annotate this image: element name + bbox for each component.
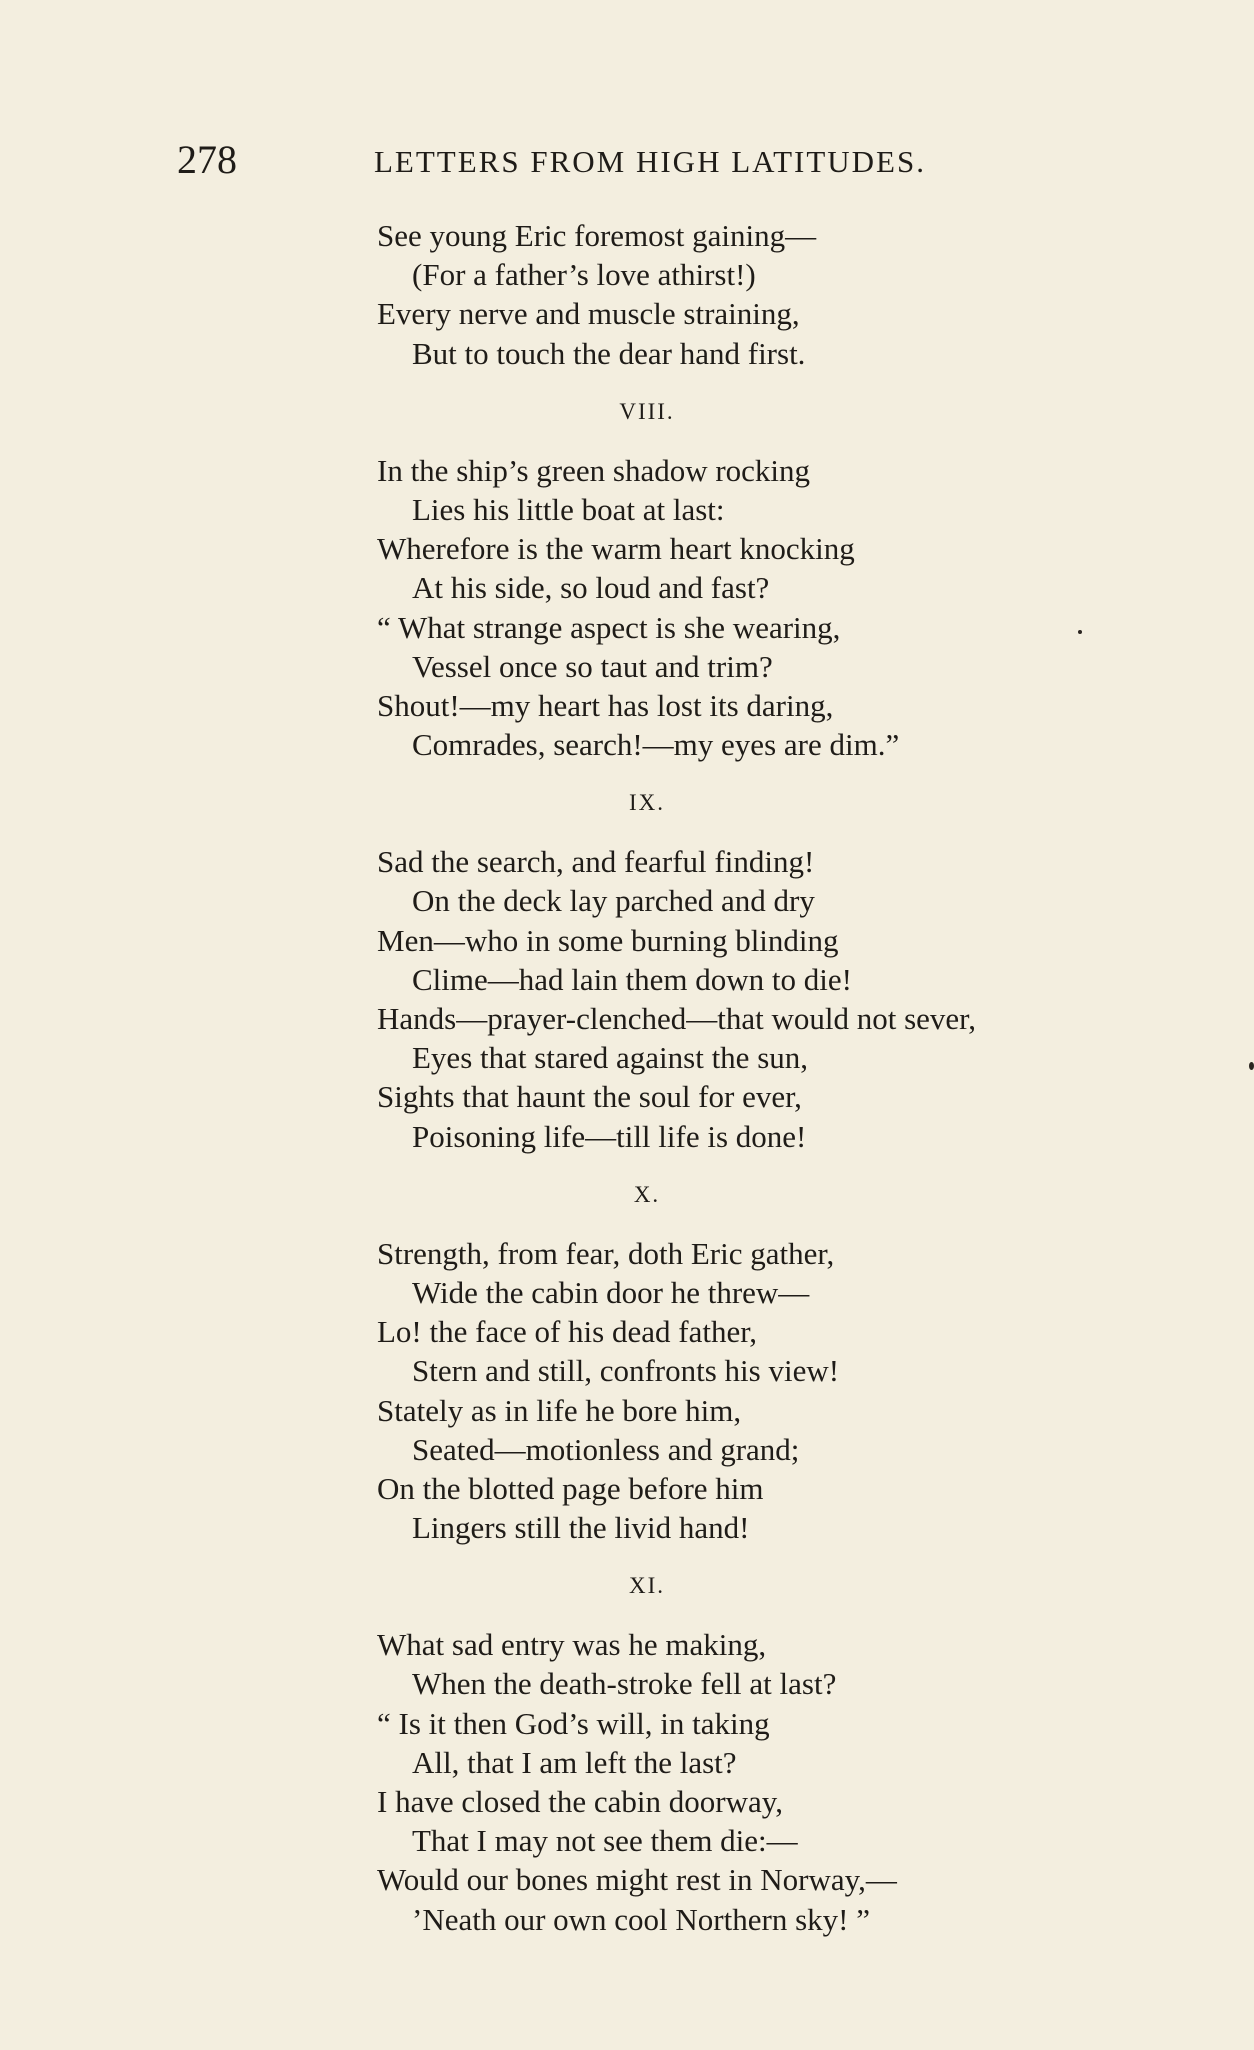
stanza-9 [377, 842, 1177, 1156]
verse-line: That I may not see them die:— [412, 1823, 798, 1859]
verse-line: Wide the cabin door he threw— [412, 1274, 810, 1310]
verse-line: Sights that haunt the soul for ever, [377, 1079, 802, 1115]
page-number: 278 [177, 137, 237, 182]
stanza-numeral: XI. [628, 1573, 666, 1599]
ink-speck [1249, 1062, 1254, 1070]
verse-line: At his side, so loud and fast? [412, 570, 770, 606]
verse-line: Lingers still the livid hand! [412, 1510, 750, 1546]
verse-line: Clime—had lain them down to die! [412, 961, 852, 997]
verse-line: Hands—prayer-clenched—that would not sever, [377, 1001, 976, 1036]
stanza-8 [377, 451, 1177, 765]
verse-line: Comrades, search!—my eyes are dim.” [412, 727, 900, 763]
verse-line: (For a father’s love athirst!) [412, 257, 756, 293]
verse-line: Would our bones might rest in Norway,— [377, 1862, 897, 1898]
stanza-10 [377, 1234, 1177, 1548]
poem-body [377, 216, 1177, 1939]
verse-line: Wherefore is the warm heart knocking [377, 531, 855, 567]
verse-line: On the deck lay parched and dry [412, 883, 815, 919]
verse-line: Men—who in some burning blinding [377, 922, 839, 958]
verse-line: Lo! the face of his dead father, [377, 1314, 758, 1350]
running-title: LETTERS FROM HIGH LATITUDES. [374, 144, 926, 179]
verse-line: “ What strange aspect is she wearing, [377, 609, 841, 645]
ink-speck [1078, 630, 1082, 634]
stanza-11 [377, 1625, 1177, 1939]
verse-line: Seated—motionless and grand; [412, 1431, 800, 1467]
stanza-opening [377, 216, 1177, 373]
verse-line: In the ship’s green shadow rocking [377, 452, 811, 488]
verse-line: Sad the search, and fearful finding! [377, 844, 815, 880]
verse-line: On the blotted page before him [377, 1470, 764, 1506]
verse-line: I have closed the cabin doorway, [377, 1784, 783, 1819]
stanza-numeral: VIII. [619, 398, 675, 424]
verse-line: When the death-stroke fell at last? [412, 1666, 837, 1702]
stanza-numeral: IX. [628, 790, 666, 816]
verse-line: Every nerve and muscle straining, [377, 296, 800, 332]
verse-line: ’Neath our own cool Northern sky! ” [412, 1901, 870, 1937]
stanza-numeral: X. [633, 1181, 661, 1207]
verse-line: Stately as in life he bore him, [377, 1392, 742, 1428]
verse-line: All, that I am left the last? [412, 1744, 737, 1780]
verse-line: Vessel once so taut and trim? [412, 648, 773, 684]
verse-line: Strength, from fear, doth Eric gather, [377, 1235, 835, 1271]
verse-line: Shout!—my heart has lost its daring, [377, 687, 834, 723]
verse-line: See young Eric foremost gaining— [377, 218, 817, 253]
verse-line: Eyes that stared against the sun, [412, 1040, 809, 1076]
verse-line: Poisoning life—till life is done! [412, 1118, 807, 1154]
verse-line: Stern and still, confronts his view! [412, 1353, 840, 1389]
verse-line: Lies his little boat at last: [412, 491, 725, 527]
verse-line: “ Is it then God’s will, in taking [377, 1705, 770, 1741]
verse-line: What sad entry was he making, [377, 1627, 767, 1663]
verse-line: But to touch the dear hand first. [412, 335, 806, 371]
